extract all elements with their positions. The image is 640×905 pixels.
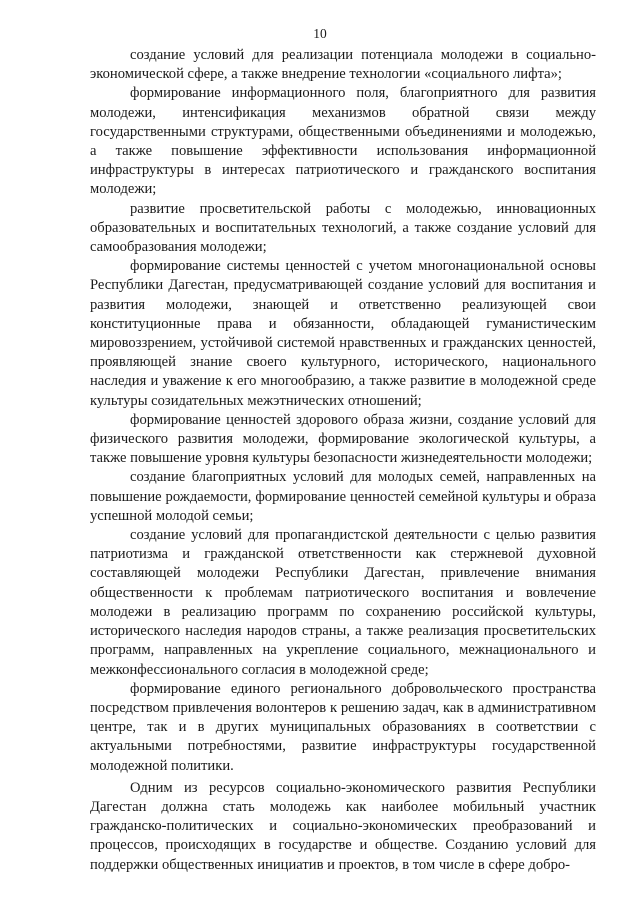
paragraph: развитие просветительской работы с молодежью, инновационных образовательных и воспитательных технологий, а также создание условий для самообразования молодежи; bbox=[90, 200, 596, 256]
paragraph: формирование системы ценностей с учетом многонациональной основы Республики Дагестан, предусматривающей создание условий для воспитания и развития молодежи, знающей и ответственно реализующей свои конституционные права и обязанности, обладающей гуманистическим мировоззрением, устойчивой системой нравственных и гражданских ценностей, проявляющей знание своего культурного, исторического, национального наследия и уважение к его многообразию, а также развитие в молодежной среде культуры созидательных межэтнических отношений; bbox=[90, 258, 596, 409]
paragraph: формирование информационного поля, благоприятного для развития молодежи, интенсификация механизмов обратной связи между государственными структурами, общественными объединениями и молодежью, а также повышение эффективности использования информационной инфраструктуры в интересах патриотического и гражданского воспитания молодежи; bbox=[90, 85, 596, 198]
document-body bbox=[90, 46, 596, 875]
paragraph: формирование единого регионального добровольческого пространства посредством привлечения волонтеров к решению задач, как в административном центре, так и в других муниципальных образованиях в соответствии с актуальными потребностями, развитие инфраструктуры государственной молодежной политики. bbox=[90, 680, 596, 774]
page-number: 10 bbox=[313, 26, 327, 41]
paragraph: создание условий для реализации потенциала молодежи в социально-экономической сфере, а также внедрение технологии «социального лифта»; bbox=[90, 47, 596, 83]
paragraph: создание благоприятных условий для молодых семей, направленных на повышение рождаемости, формирование ценностей семейной культуры и образа успешной молодой семьи; bbox=[90, 469, 596, 524]
paragraph: формирование ценностей здорового образа жизни, создание условий для физического развития молодежи, формирование экологической культуры, а также повышение уровня культуры безопасности жизнедеятельности молодежи; bbox=[90, 411, 596, 467]
paragraph: создание условий для пропагандистской деятельности с целью развития патриотизма и гражданской ответственности как стержневой духовной составляющей молодежи Республики Дагестан, привлечение внимания общественности к проблемам патриотического воспитания и вовлечение молодежи в реализацию программ по сохранению российской культуры, исторического наследия народов страны, а также реализация просветительских программ, направленных на укрепление социального, межнационального и межконфессионального согласия в молодежной среде; bbox=[90, 527, 596, 678]
paragraph: Одним из ресурсов социально-экономического развития Республики Дагестан должна стать молодежь как наиболее мобильный участник гражданско-политических и социально-экономических преобразований и процессов, происходящих в государстве и обществе. Созданию условий для поддержки общественных инициатив и проектов, в том числе в сфере добро- bbox=[90, 779, 596, 873]
